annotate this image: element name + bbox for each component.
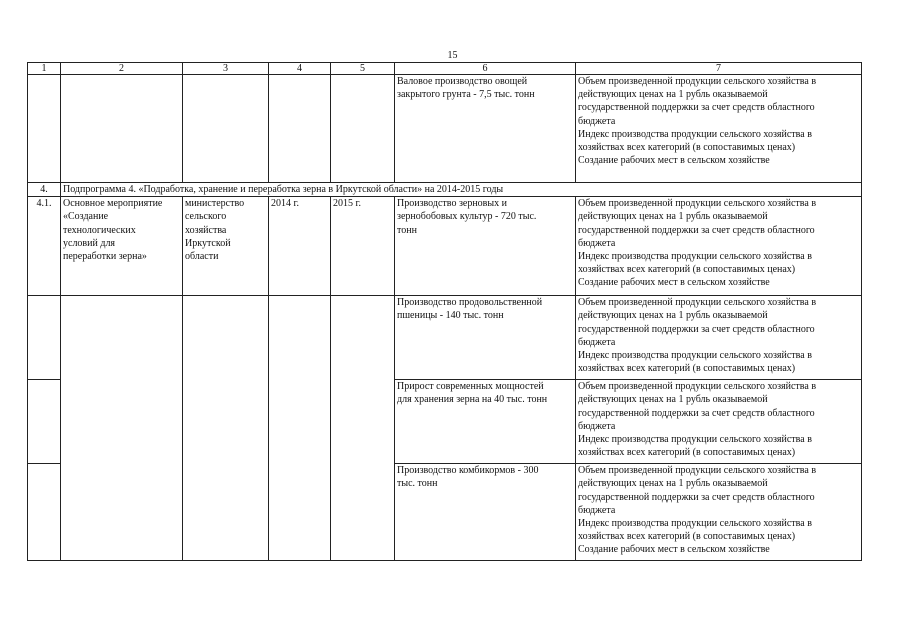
- table-cell: [61, 75, 183, 183]
- result-text: Производство зерновых и: [397, 198, 507, 210]
- result-text: Валовое производство овощей: [397, 76, 528, 87]
- indicator-text: Индекс производства продукции сельского хозяйства в: [578, 434, 812, 446]
- executor-text: сельского: [185, 211, 227, 223]
- indicator-text: Создание рабочих мест в сельском хозяйстве: [578, 277, 770, 289]
- table-cell: [28, 380, 61, 464]
- indicator-text: бюджета: [578, 504, 616, 516]
- measure-name: условий для: [63, 237, 116, 249]
- start-year: 2014 г.: [269, 197, 331, 296]
- indicator-text: государственной поддержки за счет средств областного: [578, 491, 815, 503]
- table-cell: [28, 75, 61, 183]
- indicator-text: государственной поддержки за счет средств областного: [578, 224, 815, 236]
- result-text: Производство комбикормов - 300: [397, 465, 539, 477]
- indicator-text: Создание рабочих мест в сельском хозяйстве: [578, 155, 770, 167]
- table-row: [28, 296, 862, 380]
- indicator-text: бюджета: [578, 115, 616, 127]
- result-text: пшеницы - 140 тыс. тонн: [397, 310, 504, 322]
- column-header-row: [28, 63, 862, 75]
- table-cell: [269, 296, 331, 561]
- indicator-text: действующих ценах на 1 рубль оказываемой: [578, 478, 768, 490]
- section-number: 4.: [28, 183, 61, 197]
- measure-name-cell: [61, 197, 183, 296]
- indicator-text: Объем произведенной продукции сельского хозяйства в: [578, 198, 817, 210]
- executor-cell: [183, 197, 269, 296]
- table-row: [28, 197, 862, 296]
- executor-text: министерство: [185, 198, 245, 210]
- measure-name: Основное мероприятие: [63, 198, 163, 210]
- indicator-text: Объем произведенной продукции сельского хозяйства в: [578, 381, 817, 393]
- indicator-text: Объем произведенной продукции сельского хозяйства в: [578, 297, 817, 309]
- indicator-text: хозяйствах всех категорий (в сопоставимых ценах): [578, 363, 796, 375]
- result-cell: [395, 197, 576, 296]
- column-header: 3: [183, 63, 269, 75]
- table-cell: [331, 75, 395, 183]
- indicator-cell: [576, 464, 862, 561]
- indicator-text: бюджета: [578, 420, 616, 432]
- section-title: Подпрограмма 4. «Подработка, хранение и переработка зерна в Иркутской области» на 2014-2015 годы: [61, 183, 862, 197]
- indicator-text: Индекс производства продукции сельского хозяйства в: [578, 128, 812, 140]
- column-header: 4: [269, 63, 331, 75]
- column-header: 5: [331, 63, 395, 75]
- indicator-text: действующих ценах на 1 рубль оказываемой: [578, 310, 768, 322]
- indicator-text: государственной поддержки за счет средств областного: [578, 102, 815, 114]
- measure-name: технологических: [63, 224, 136, 236]
- indicator-text: государственной поддержки за счет средств областного: [578, 323, 815, 335]
- table-cell: [183, 296, 269, 561]
- result-cell: [395, 380, 576, 464]
- indicator-text: государственной поддержки за счет средств областного: [578, 407, 815, 419]
- measure-name: переработки зерна»: [63, 251, 147, 263]
- table-cell: [183, 75, 269, 183]
- result-text: закрытого грунта - 7,5 тыс. тонн: [397, 89, 535, 101]
- table-cell: [61, 296, 183, 561]
- column-header: 2: [61, 63, 183, 75]
- result-text: Прирост современных мощностей: [397, 381, 544, 393]
- table-cell: [28, 296, 61, 380]
- indicator-text: хозяйствах всех категорий (в сопоставимых ценах): [578, 531, 796, 543]
- measure-name: «Создание: [63, 211, 109, 223]
- indicator-text: Объем произведенной продукции сельского хозяйства в: [578, 465, 817, 477]
- end-year: 2015 г.: [331, 197, 395, 296]
- executor-text: области: [185, 251, 219, 263]
- indicator-cell: [576, 197, 862, 296]
- indicator-text: Объем произведенной продукции сельского хозяйства в: [578, 76, 817, 87]
- indicator-text: Индекс производства продукции сельского хозяйства в: [578, 350, 812, 362]
- result-cell: [395, 75, 576, 183]
- column-header: 1: [28, 63, 61, 75]
- indicator-cell: [576, 380, 862, 464]
- indicator-text: бюджета: [578, 237, 616, 249]
- result-text: тонн: [397, 224, 417, 236]
- result-text: для хранения зерна на 40 тыс. тонн: [397, 394, 548, 406]
- indicator-text: Индекс производства продукции сельского хозяйства в: [578, 518, 812, 530]
- indicator-text: действующих ценах на 1 рубль оказываемой: [578, 211, 768, 223]
- measure-number: 4.1.: [28, 197, 61, 296]
- indicator-text: действующих ценах на 1 рубль оказываемой: [578, 394, 768, 406]
- indicator-text: бюджета: [578, 336, 616, 348]
- table-row: [28, 75, 862, 183]
- table-cell: [269, 75, 331, 183]
- section-row: [28, 183, 862, 197]
- column-header: 6: [395, 63, 576, 75]
- table-cell: [28, 464, 61, 561]
- column-header: 7: [576, 63, 862, 75]
- indicator-text: Создание рабочих мест в сельском хозяйстве: [578, 544, 770, 556]
- indicator-text: Индекс производства продукции сельского хозяйства в: [578, 251, 812, 263]
- executor-text: Иркутской: [185, 237, 231, 249]
- page-number: 15: [447, 50, 458, 61]
- result-cell: [395, 464, 576, 561]
- result-text: тыс. тонн: [397, 478, 438, 490]
- indicator-text: хозяйствах всех категорий (в сопоставимых ценах): [578, 264, 796, 276]
- indicator-text: действующих ценах на 1 рубль оказываемой: [578, 89, 768, 101]
- result-cell: [395, 296, 576, 380]
- result-text: зернобобовых культур - 720 тыс.: [397, 211, 537, 223]
- indicator-text: хозяйствах всех категорий (в сопоставимых ценах): [578, 142, 796, 154]
- indicator-cell: [576, 296, 862, 380]
- indicator-text: хозяйствах всех категорий (в сопоставимых ценах): [578, 447, 796, 459]
- indicator-cell: [576, 75, 862, 183]
- result-text: Производство продовольственной: [397, 297, 543, 309]
- program-table: [27, 62, 862, 561]
- table-cell: [331, 296, 395, 561]
- executor-text: хозяйства: [185, 224, 227, 236]
